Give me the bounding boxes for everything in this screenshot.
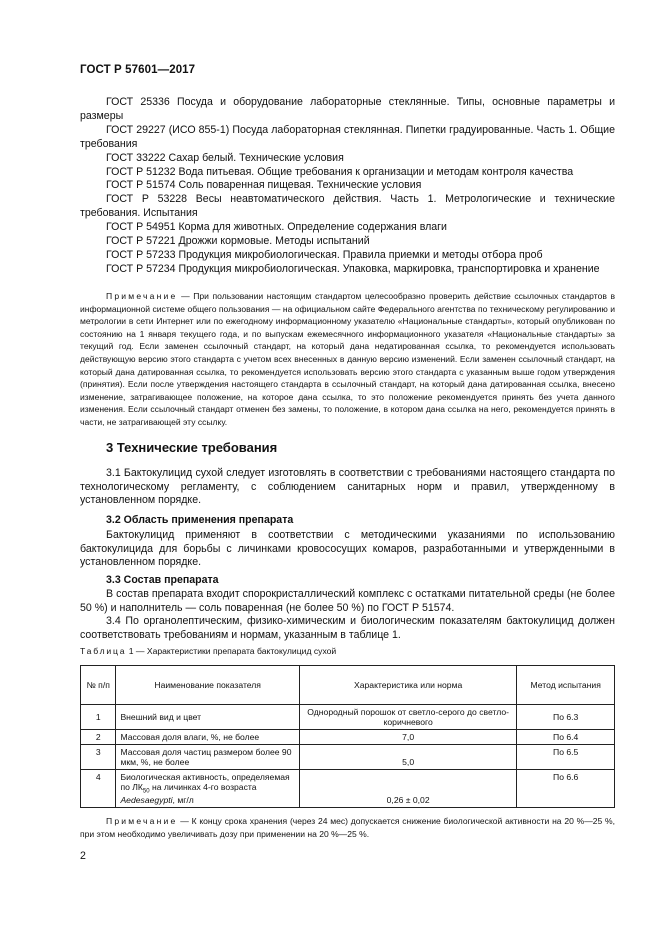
table-row xyxy=(81,745,615,770)
cell-norm: 0,26 ± 0,02 xyxy=(299,770,517,808)
reference-code: ГОСТ Р 57221 xyxy=(106,235,176,248)
lc-subscript: 50 xyxy=(142,788,150,795)
note-label: Примечание xyxy=(106,816,178,826)
table-note xyxy=(80,815,615,841)
indicator-text: Биологическая активность, определяемая по ЛК xyxy=(120,772,290,792)
reference-code: ГОСТ Р 54951 xyxy=(106,221,176,234)
reference-item xyxy=(80,193,615,221)
table-row xyxy=(81,730,615,745)
table-header-row xyxy=(81,666,615,705)
cell-method: По 6.3 xyxy=(517,705,615,730)
page-number: 2 xyxy=(80,850,86,862)
cell-indicator: Массовая доля частиц размером более 90 мкм, %, не более xyxy=(116,745,299,770)
reference-item xyxy=(80,152,615,166)
indicator-text: на личинках 4-го возраста xyxy=(149,782,257,792)
table-caption xyxy=(80,646,336,656)
note-text: — При пользовании настоящим стандартом целесообразно проверить действие ссылочных стандартов в информационной системе общего пользования — на официальном сайте Федерального агентства по техническому регулированию и метрологии в сети Интернет или по ежегодному информационному указателю «Национальные стандарты», который опубликован по состоянию на 1 января текущего года, и по выпускам ежемесячного информационного указателя «Национальные стандарты» за текущий год. Если заменен ссылочный стандарт, на который дана недатированная ссылка, то рекомендуется использовать действующую версию этого стандарта с учетом всех внесенных в данную версию изменений. Если заменен ссылочный стандарт, на который дана датированная ссылка, то рекомендуется использовать версию этого стандарта с указанным выше годом утверждения (принятия). Если после утверждения настоящего стандарта в ссылочный стандарт, на который дана датированная ссылка, внесено изменение, затрагивающее положение, на которое дана ссылка, то это положение рекомендуется принять без учета данного изменения. Если ссылочный стандарт отменен без замены, то положение, в котором дана ссылка на него, рекомендуется принять в части, не затрагивающей эту ссылку. xyxy=(80,291,616,427)
reference-code: ГОСТ Р 51574 xyxy=(106,179,176,192)
cell-method: По 6.5 xyxy=(517,745,615,770)
subsection-title-3-2: 3.2 Область применения препарата xyxy=(106,514,294,526)
reference-code: ГОСТ Р 57234 xyxy=(106,262,176,275)
paragraph-3-1: 3.1 Бактокулицид сухой следует изготовлять в соответствии с требованиями настоящего стандарта по технологическому регламенту, с соблюдением санитарных норм и правил, утвержденному в установленном порядке. xyxy=(80,467,615,507)
paragraph-3-2: Бактокулицид применяют в соответствии с методическими указаниями по использованию бактокулицида для борьбы с личинками кровососущих комаров, разработанными и утвержденными в установленном порядке. xyxy=(80,529,615,569)
cell-indicator: Массовая доля влаги, %, не более xyxy=(116,730,299,745)
references-note xyxy=(80,290,615,429)
normative-references-list xyxy=(80,96,615,277)
reference-title: Посуда и оборудование лабораторные стеклянные. Типы, основные параметры и размеры xyxy=(80,96,615,122)
reference-title: Вода питьевая. Общие требования к организации и методам контроля качества xyxy=(178,165,574,178)
cell-norm: 7,0 xyxy=(299,730,517,745)
reference-code: ГОСТ Р 53228 xyxy=(106,193,188,206)
reference-code: ГОСТ Р 51232 xyxy=(106,165,176,178)
paragraph-3-4: 3.4 По органолептическим, физико-химическим и биологическим показателям бактокулицид должен соответствовать требованиям и нормам, указанным в таблице 1. xyxy=(80,615,615,641)
table-row xyxy=(81,770,615,808)
cell-method: По 6.4 xyxy=(517,730,615,745)
header-number: № п/п xyxy=(81,666,116,705)
reference-code: ГОСТ 25336 xyxy=(106,96,170,108)
header-method: Метод испытания xyxy=(517,666,615,705)
section-title: 3 Технические требования xyxy=(106,440,278,455)
reference-code: ГОСТ Р 57233 xyxy=(106,248,176,261)
cell-indicator xyxy=(116,770,299,808)
subsection-title-3-3: 3.3 Состав препарата xyxy=(106,574,219,586)
reference-title: Посуда лабораторная стеклянная. Пипетки градуированные. Часть 1. Общие требования xyxy=(80,123,615,150)
table-row xyxy=(81,705,615,730)
reference-title: Продукция микробиологическая. Правила приемки и методы отбора проб xyxy=(178,248,543,261)
cell-norm: 5,0 xyxy=(299,745,517,770)
cell-indicator: Внешний вид и цвет xyxy=(116,705,299,730)
reference-item xyxy=(80,263,615,277)
table-caption-text: 1 — Характеристики препарата бактокулицид сухой xyxy=(128,646,337,656)
reference-item xyxy=(80,179,615,193)
species-name: Aedesaegypti xyxy=(120,794,173,805)
cell-number: 1 xyxy=(81,705,116,730)
cell-method: По 6.6 xyxy=(517,770,615,808)
paragraphs-3-3-3-4 xyxy=(80,588,615,642)
characteristics-table xyxy=(80,665,615,808)
reference-title: Соль поваренная пищевая. Технические условия xyxy=(178,179,422,192)
reference-item xyxy=(80,221,615,235)
cell-number: 2 xyxy=(81,730,116,745)
reference-code: ГОСТ 33222 xyxy=(106,151,166,164)
reference-title: Весы неавтоматического действия. Часть 1. Метрологические и технические требования. Испытания xyxy=(80,193,615,220)
cell-number: 3 xyxy=(81,745,116,770)
paragraph-3-3: В состав препарата входит спорокристаллический комплекс с остатками питательной среды (не более 50 %) и наполнитель — соль поваренная (не более 50 %) по ГОСТ Р 51574. xyxy=(80,588,615,614)
cell-norm: Однородный порошок от светло-серого до светло-коричневого xyxy=(299,705,517,730)
reference-item xyxy=(80,249,615,263)
reference-title: Продукция микробиологическая. Упаковка, маркировка, транспортировка и хранение xyxy=(178,262,600,275)
standard-header: ГОСТ Р 57601—2017 xyxy=(80,64,196,76)
indicator-text: , мг/л xyxy=(172,794,194,805)
reference-code: ГОСТ 29227 (ИСО 855-1) xyxy=(106,123,230,136)
reference-title: Сахар белый. Технические условия xyxy=(168,151,344,164)
header-norm: Характеристика или норма xyxy=(299,666,517,705)
table-caption-label: Таблица xyxy=(80,646,127,656)
header-indicator: Наименование показателя xyxy=(116,666,299,705)
reference-item xyxy=(80,166,615,180)
reference-item xyxy=(80,96,615,124)
reference-title: Корма для животных. Определение содержания влаги xyxy=(178,221,447,234)
note-label: Примечание xyxy=(106,291,178,301)
reference-item xyxy=(80,235,615,249)
reference-title: Дрожжи кормовые. Методы испытаний xyxy=(178,235,370,248)
cell-number: 4 xyxy=(81,770,116,808)
note-text: — К концу срока хранения (через 24 мес) допускается снижение биологической активности на 20 %—25 %, при этом необходимо увеличивать дозу при применении на 20 %—25 %. xyxy=(80,816,616,839)
reference-item xyxy=(80,124,615,152)
